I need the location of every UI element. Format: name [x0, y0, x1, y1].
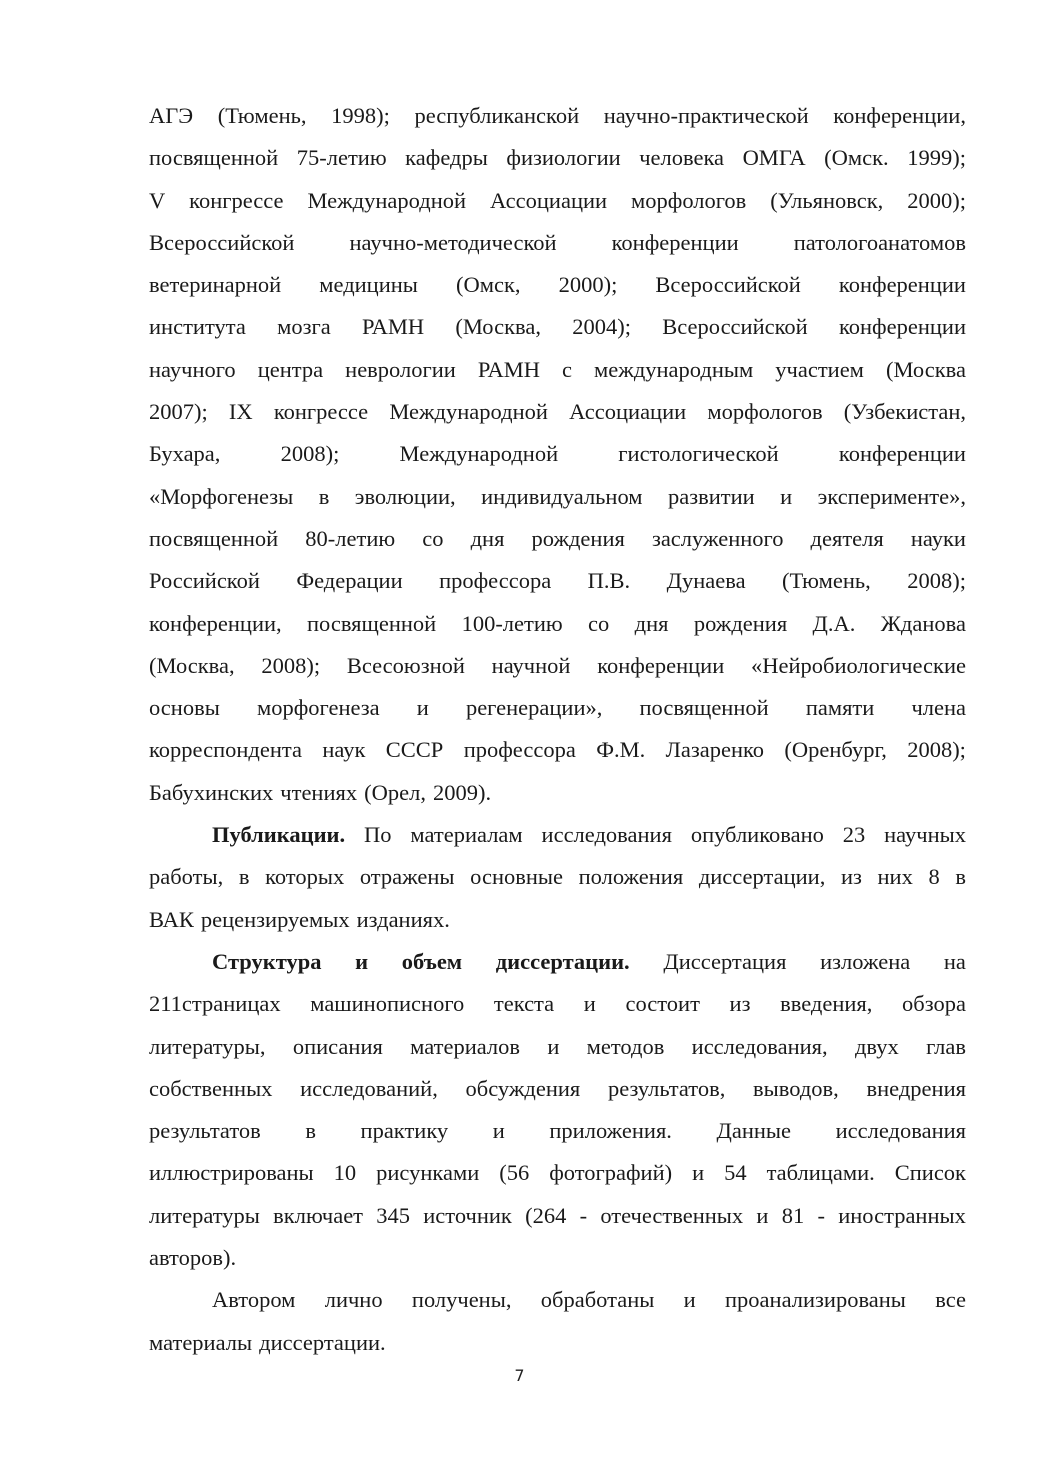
structure-paragraph — [149, 941, 966, 1279]
word: 80-летию — [305, 525, 396, 551]
word: дня — [470, 525, 505, 551]
word: Дунаева — [666, 568, 746, 594]
word: выводов, — [753, 1075, 839, 1101]
word: мозга — [277, 314, 331, 340]
word: Всероссийской — [662, 314, 808, 340]
word: (Тюмень, — [217, 103, 307, 128]
text-line — [149, 264, 966, 306]
word: 75-летию — [296, 145, 387, 171]
word: - — [817, 1202, 825, 1228]
word: Бухара, — [149, 441, 221, 467]
bold-word: Структура — [212, 948, 322, 974]
word: (Москва, — [149, 652, 235, 678]
word: (Ульяновск, — [770, 187, 884, 213]
word: конференции, — [833, 103, 966, 128]
word: диссертации, — [698, 864, 826, 890]
word: получены, — [411, 1287, 512, 1313]
text-line — [149, 1322, 966, 1364]
word: Всероссийской — [149, 229, 295, 255]
word: научно-практической — [603, 103, 809, 128]
word: (264 — [525, 1202, 567, 1228]
text-line — [149, 899, 966, 941]
text-line — [149, 1237, 966, 1279]
word: Международной — [307, 187, 467, 213]
word: внедрения — [866, 1075, 966, 1101]
text-line — [149, 772, 966, 814]
word: ветеринарной — [149, 272, 282, 298]
word: Диссертация — [663, 948, 787, 974]
word: (Москва — [885, 356, 966, 382]
text-line — [149, 476, 966, 518]
word: научного — [149, 356, 236, 382]
word: корреспондента — [149, 737, 302, 763]
word: «Нейробиологические — [750, 652, 966, 678]
word: развитии — [668, 483, 755, 509]
word: патологоанатомов — [793, 229, 966, 255]
word: конференции — [597, 652, 725, 678]
word: 8 — [928, 864, 940, 890]
word: которых — [265, 864, 345, 890]
word: из — [840, 864, 862, 890]
word: диссертации. — [259, 1329, 386, 1355]
word: гистологической — [618, 441, 779, 467]
word: памяти — [805, 695, 875, 721]
word: все — [935, 1287, 966, 1313]
word: литературы — [149, 1202, 260, 1228]
word: описания — [292, 1033, 383, 1059]
word: глав — [926, 1033, 966, 1059]
word: на — [943, 948, 966, 974]
word: проанализированы — [725, 1287, 906, 1313]
word: АГЭ — [149, 103, 194, 128]
word: медицины — [319, 272, 418, 298]
text-line — [149, 814, 966, 856]
word: Всесоюзной — [346, 652, 465, 678]
word: лично — [324, 1287, 383, 1313]
word: физиологии — [506, 145, 621, 171]
word: РАМН — [361, 314, 425, 340]
word: и — [692, 1160, 705, 1186]
conferences-paragraph — [149, 95, 966, 814]
word: деятеля — [810, 525, 884, 551]
word: материалов — [410, 1033, 521, 1059]
word: Ф.М. — [596, 737, 646, 763]
word: участием — [775, 356, 864, 382]
word: Д.А. — [812, 610, 856, 636]
word: профессора — [439, 568, 552, 594]
word: исследования, — [691, 1033, 828, 1059]
text-line — [149, 95, 966, 137]
word: конференции — [611, 229, 739, 255]
word: результатов — [149, 1118, 261, 1144]
word: (Орел, — [364, 779, 426, 805]
text-line — [149, 518, 966, 560]
word: морфологов — [707, 399, 823, 425]
word: эксперименте», — [817, 483, 966, 509]
word: собственных — [149, 1075, 273, 1101]
word: - — [579, 1202, 588, 1228]
document-page — [149, 95, 966, 1364]
word: IX — [228, 399, 253, 425]
text-line — [149, 222, 966, 264]
word: ВАК — [149, 906, 194, 932]
text-line — [149, 983, 966, 1025]
word: 81 — [781, 1202, 805, 1228]
word: центра — [257, 356, 324, 382]
word: результатов, — [607, 1075, 726, 1101]
word: практику — [360, 1118, 449, 1144]
word: рисунками — [376, 1160, 480, 1186]
author-paragraph — [149, 1279, 966, 1364]
text-line — [149, 687, 966, 729]
word: изданиях. — [356, 906, 450, 932]
word: и — [583, 991, 596, 1017]
word: методов — [586, 1033, 665, 1059]
word: приложения. — [549, 1118, 672, 1144]
word: Бабухинских — [149, 779, 274, 805]
word: и — [780, 483, 793, 509]
word: обсуждения — [465, 1075, 581, 1101]
word: 2004); — [572, 314, 631, 340]
text-line — [149, 1195, 966, 1237]
word: 1998); — [331, 103, 390, 128]
bold-word: и — [355, 948, 369, 974]
word: П.В. — [587, 568, 631, 594]
text-line — [149, 1279, 966, 1321]
word: Ассоциации — [489, 187, 608, 213]
publications-paragraph — [149, 814, 966, 941]
word: Жданова — [880, 610, 966, 636]
word: посвященной — [639, 695, 769, 721]
word: основные — [470, 864, 563, 890]
text-line — [149, 1110, 966, 1152]
word: посвященной — [307, 610, 437, 636]
word: 54 — [724, 1160, 747, 1186]
word: научно-методической — [349, 229, 557, 255]
word: РАМН — [477, 356, 540, 382]
word: ОМГА — [742, 145, 806, 171]
word: Российской — [149, 568, 260, 594]
word: машинописного — [310, 991, 465, 1017]
word: и — [756, 1202, 769, 1228]
word: дня — [634, 610, 669, 636]
word: основы — [149, 695, 220, 721]
word: института — [149, 314, 246, 340]
word: состоит — [625, 991, 700, 1017]
word: из — [729, 991, 751, 1017]
word: науки — [910, 525, 966, 551]
text-line — [149, 137, 966, 179]
text-line — [149, 391, 966, 433]
word: двух — [854, 1033, 899, 1059]
word: конгрессе — [189, 187, 284, 213]
word: в — [305, 1118, 316, 1144]
word: Федерации — [296, 568, 403, 594]
word: рождения — [693, 610, 788, 636]
word: неврологии — [345, 356, 456, 382]
word: Международной — [399, 441, 559, 467]
text-line — [149, 349, 966, 391]
text-line — [149, 433, 966, 475]
word: (56 — [499, 1160, 530, 1186]
word: 2008); — [280, 441, 340, 467]
bold-word: диссертации. — [495, 948, 630, 974]
word: чтениях — [280, 779, 358, 805]
word: морфогенеза — [256, 695, 380, 721]
page-number: 7 — [514, 1366, 525, 1385]
word: СССР — [385, 737, 444, 763]
word: регенерации», — [465, 695, 603, 721]
word: в — [238, 864, 250, 890]
word: 100-летию — [461, 610, 563, 636]
word: исследования — [835, 1118, 966, 1144]
text-line — [149, 941, 966, 983]
word: и — [416, 695, 429, 721]
word: (Омск. — [824, 145, 889, 171]
word: рождения — [531, 525, 625, 551]
word: посвященной — [149, 525, 279, 551]
word: посвященной — [149, 145, 279, 171]
text-line — [149, 1152, 966, 1194]
bold-word: объем — [401, 948, 463, 974]
text-line — [149, 856, 966, 898]
text-line — [149, 1068, 966, 1110]
word: 10 — [333, 1160, 357, 1186]
word: конференции, — [149, 610, 282, 636]
word: 2008); — [261, 652, 321, 678]
word: (Узбекистан, — [843, 399, 966, 425]
word: Автором — [212, 1287, 296, 1313]
word: (Тюмень, — [782, 568, 871, 594]
word: авторов). — [149, 1245, 237, 1271]
word: положения — [578, 864, 684, 890]
word: 345 — [376, 1202, 411, 1228]
word: республиканской — [414, 103, 580, 128]
word: иностранных — [838, 1202, 966, 1228]
word: текста — [493, 991, 555, 1017]
word: члена — [911, 695, 966, 721]
word: 2000); — [558, 272, 618, 298]
word: в — [955, 864, 966, 890]
word: 2007); — [149, 399, 208, 425]
word: научных — [884, 822, 966, 848]
word: По — [364, 822, 392, 848]
text-line — [149, 306, 966, 348]
word: Данные — [716, 1118, 792, 1144]
word: человека — [639, 145, 725, 171]
bold-word: Публикации. — [212, 822, 346, 848]
word: и — [683, 1287, 696, 1313]
word: эволюции, — [354, 483, 456, 509]
word: фотографий) — [549, 1160, 673, 1186]
word: введения, — [780, 991, 873, 1017]
text-line — [149, 729, 966, 771]
word: международным — [594, 356, 754, 382]
word: 1999); — [907, 145, 966, 171]
word: морфологов — [631, 187, 747, 213]
word: 2000); — [907, 187, 966, 213]
text-line — [149, 603, 966, 645]
word: работы, — [149, 864, 224, 890]
word: V — [149, 187, 166, 213]
word: литературы, — [149, 1033, 266, 1059]
word: 2009). — [432, 779, 492, 805]
word: отражены — [359, 864, 455, 890]
word: них — [877, 864, 913, 890]
word: Список — [894, 1160, 966, 1186]
word: (Москва, — [455, 314, 541, 340]
word: конгрессе — [273, 399, 369, 425]
word: (Омск, — [456, 272, 521, 298]
word: Международной — [389, 399, 548, 425]
word: Ассоциации — [569, 399, 687, 425]
word: конференции — [838, 314, 966, 340]
word: «Морфогенезы — [149, 483, 294, 509]
word: индивидуальном — [481, 483, 643, 509]
text-line — [149, 180, 966, 222]
word: иллюстрированы — [149, 1160, 314, 1186]
word: опубликовано — [690, 822, 824, 848]
word: 2008); — [907, 568, 966, 594]
word: исследования — [541, 822, 672, 848]
word: рецензируемых — [200, 906, 350, 932]
word: исследований, — [300, 1075, 438, 1101]
word: изложена — [820, 948, 911, 974]
word: конференции — [838, 441, 966, 467]
word: 23 — [842, 822, 866, 848]
word: обработаны — [540, 1287, 655, 1313]
word: обзора — [902, 991, 966, 1017]
word: в — [318, 483, 330, 509]
word: и — [547, 1033, 560, 1059]
word: Лазаренко — [665, 737, 765, 763]
word: со — [588, 610, 610, 636]
word: материалы — [149, 1329, 253, 1355]
word: научной — [491, 652, 571, 678]
text-line — [149, 560, 966, 602]
word: со — [422, 525, 444, 551]
word: и — [492, 1118, 505, 1144]
word: профессора — [463, 737, 576, 763]
word: таблицами. — [766, 1160, 875, 1186]
text-line — [149, 1026, 966, 1068]
word: материалам — [410, 822, 523, 848]
word: заслуженного — [651, 525, 784, 551]
word: с — [562, 356, 573, 382]
word: наук — [322, 737, 366, 763]
word: 2008); — [907, 737, 966, 763]
word: включает — [273, 1202, 364, 1228]
word: Всероссийской — [655, 272, 801, 298]
word: 211страницах — [149, 991, 281, 1017]
word: источник — [423, 1202, 512, 1228]
word: (Оренбург, — [784, 737, 887, 763]
word: конференции — [838, 272, 966, 298]
word: кафедры — [405, 145, 488, 171]
text-line — [149, 645, 966, 687]
word: отечественных — [600, 1202, 744, 1228]
